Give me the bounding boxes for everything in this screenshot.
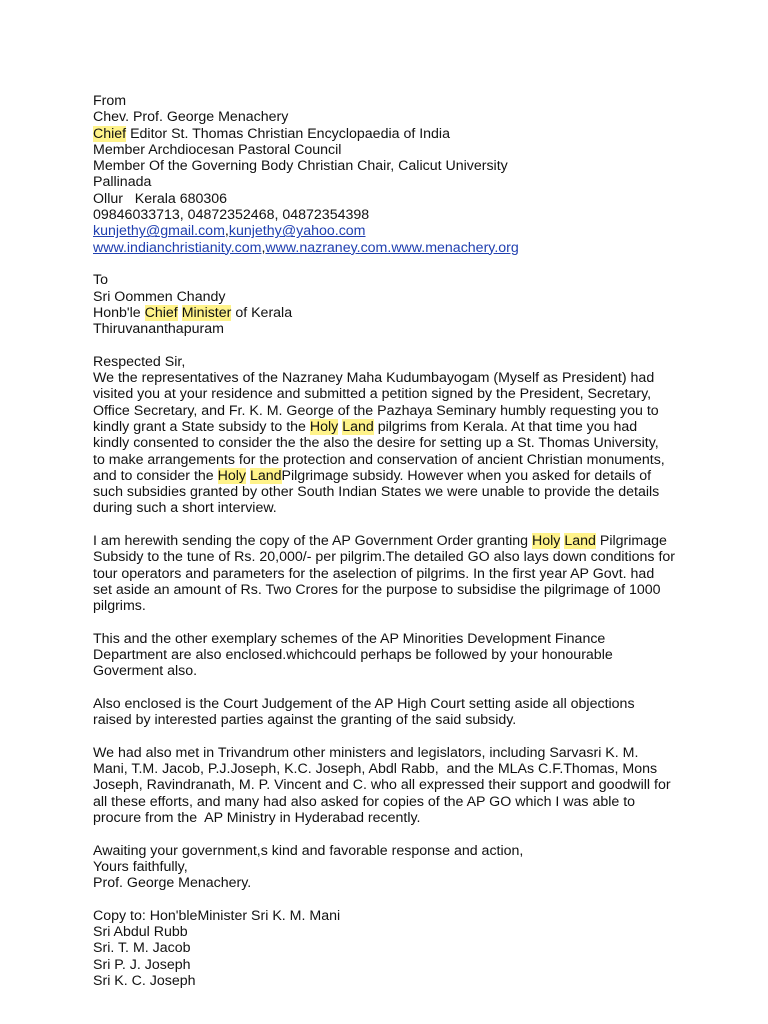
paragraph-3: [93, 631, 693, 680]
text-run: Pilgrimage: [595, 533, 667, 550]
website-separator: ,: [261, 239, 266, 256]
sender-address: Ollur Kerala 680306: [93, 190, 228, 207]
paragraph-1: [93, 370, 693, 517]
paragraph-line: during such a short interview.: [93, 500, 277, 517]
paragraph-line: [93, 419, 693, 435]
closing-valediction: Yours faithfully,: [93, 858, 188, 875]
paragraph-line: Department are also enclosed.whichcould perhaps be followed by your honourable: [93, 647, 613, 664]
copy-recipient: Sri K. C. Joseph: [93, 973, 196, 990]
recipient-suffix: of Kerala: [231, 304, 293, 321]
website-link-indianchristianity[interactable]: www.indianchristianity.com: [93, 239, 262, 256]
signature-name: Prof. George Menachery.: [93, 875, 252, 892]
paragraph-line: procure from the AP Ministry in Hyderabad recently.: [93, 810, 421, 827]
highlight-chief: Chief: [93, 125, 127, 142]
paragraph-line: Mani, T.M. Jacob, P.J.Joseph, K.C. Joseph, Abdl Rabb, and the MLAs C.F.Thomas, Mons: [93, 761, 658, 778]
highlight-land: Land: [342, 418, 374, 435]
copy-recipient: Sri P. J. Joseph: [93, 956, 191, 973]
sender-emails: [93, 223, 693, 239]
paragraph-2: [93, 533, 693, 614]
paragraph-line: raised by interested parties against the granting of the said subsidy.: [93, 712, 517, 729]
closing-block: [93, 843, 693, 892]
paragraph-line: pilgrims.: [93, 598, 146, 615]
salutation: Respected Sir,: [93, 353, 186, 370]
sender-role-chair: Member Of the Governing Body Christian Chair, Calicut University: [93, 158, 508, 175]
paragraph-line: Joseph, Ravindranath, M. P. Vincent and C. who all expressed their support and goodwill for: [93, 777, 671, 794]
copy-recipient: Sri. T. M. Jacob: [93, 940, 191, 957]
sender-place: Pallinada: [93, 174, 152, 191]
sender-title-rest: Editor St. Thomas Christian Encyclopaedia of India: [126, 125, 450, 142]
recipient-prefix: Honb'le: [93, 304, 145, 321]
email-separator: ,: [224, 223, 229, 240]
paragraph-line: all these efforts, and many had also asked for copies of the AP GO which I was able to: [93, 793, 636, 810]
highlight-holy: Holy: [217, 467, 247, 484]
letter-body: [93, 93, 693, 989]
paragraph-line: This and the other exemplary schemes of the AP Minorities Development Finance: [93, 630, 606, 647]
paragraph-line: tour operators and parameters for the aselection of pilgrims. In the first year AP Govt. had: [93, 565, 655, 582]
paragraph-line: such subsidies granted by other South Indian States we were unable to provide the details: [93, 484, 660, 501]
paragraph-5: [93, 745, 693, 826]
paragraph-line: set aside an amount of Rs. Two Crores for the purpose to subsidise the pilgrimage of 1000: [93, 581, 661, 598]
sender-websites: [93, 240, 693, 256]
sender-role-council: Member Archdiocesan Pastoral Council: [93, 141, 342, 158]
closing-line: Awaiting your government,s kind and favorable response and action,: [93, 842, 524, 859]
website-link-nazraney[interactable]: www.nazraney.com.www.menachery.org: [265, 239, 519, 256]
paragraph-line: Office Secretary, and Fr. K. M. George of the Pazhaya Seminary humbly requesting you to: [93, 402, 659, 419]
copy-recipient: Copy to: Hon'bleMinister Sri K. M. Mani: [93, 907, 341, 924]
sender-phones: 09846033713, 04872352468, 04872354398: [93, 207, 370, 224]
to-label: To: [93, 272, 108, 289]
text-run: kindly grant a State subsidy to the: [93, 418, 310, 435]
paragraph-line: [93, 468, 693, 484]
paragraph-line: Goverment also.: [93, 663, 198, 680]
recipient-name: Sri Oommen Chandy: [93, 288, 226, 305]
recipient-city: Thiruvananthapuram: [93, 321, 224, 338]
paragraph-line: Also enclosed is the Court Judgement of the AP High Court setting aside all objections: [93, 695, 635, 712]
paragraph-line: We the representatives of the Nazraney Maha Kudumbayogam (Myself as President) had: [93, 370, 655, 387]
from-label: From: [93, 93, 127, 109]
highlight-minister: Minister: [181, 304, 232, 321]
paragraph-line: visited you at your residence and submitted a petition signed by the President, Secretary,: [93, 386, 652, 403]
paragraph-line: We had also met in Trivandrum other ministers and legislators, including Sarvasri K. M.: [93, 744, 639, 761]
paragraph-line: to make arrangements for the protection and conservation of ancient Christian monuments,: [93, 451, 665, 468]
highlight-chief: Chief: [144, 304, 178, 321]
text-run: and to consider the: [93, 467, 218, 484]
highlight-land: Land: [249, 467, 282, 484]
copy-recipient: Sri Abdul Rubb: [93, 924, 188, 941]
sender-title: [93, 126, 693, 142]
paragraph-line: Subsidy to the tune of Rs. 20,000/- per pilgrim.The detailed GO also lays down conditions for: [93, 549, 675, 566]
email-link-gmail[interactable]: kunjethy@gmail.com: [93, 223, 225, 240]
highlight-holy: Holy: [309, 418, 339, 435]
copy-list: [93, 908, 693, 989]
recipient-title: [93, 305, 693, 321]
text-run: pilgrims from Kerala. At that time you had: [373, 418, 638, 435]
highlight-holy: Holy: [532, 533, 561, 550]
sender-name: Chev. Prof. George Menachery: [93, 109, 289, 126]
paragraph-line: [93, 533, 693, 549]
text-run: Pilgrimage subsidy. However when you asked for details of: [281, 467, 652, 484]
paragraph-4: [93, 696, 693, 729]
text-run: I am herewith sending the copy of the AP Government Order granting: [93, 533, 533, 550]
email-link-yahoo[interactable]: kunjethy@yahoo.com: [228, 223, 366, 240]
highlight-land: Land: [564, 533, 596, 550]
paragraph-line: kindly consented to consider the the also the desire for setting up a St. Thomas University,: [93, 435, 659, 452]
